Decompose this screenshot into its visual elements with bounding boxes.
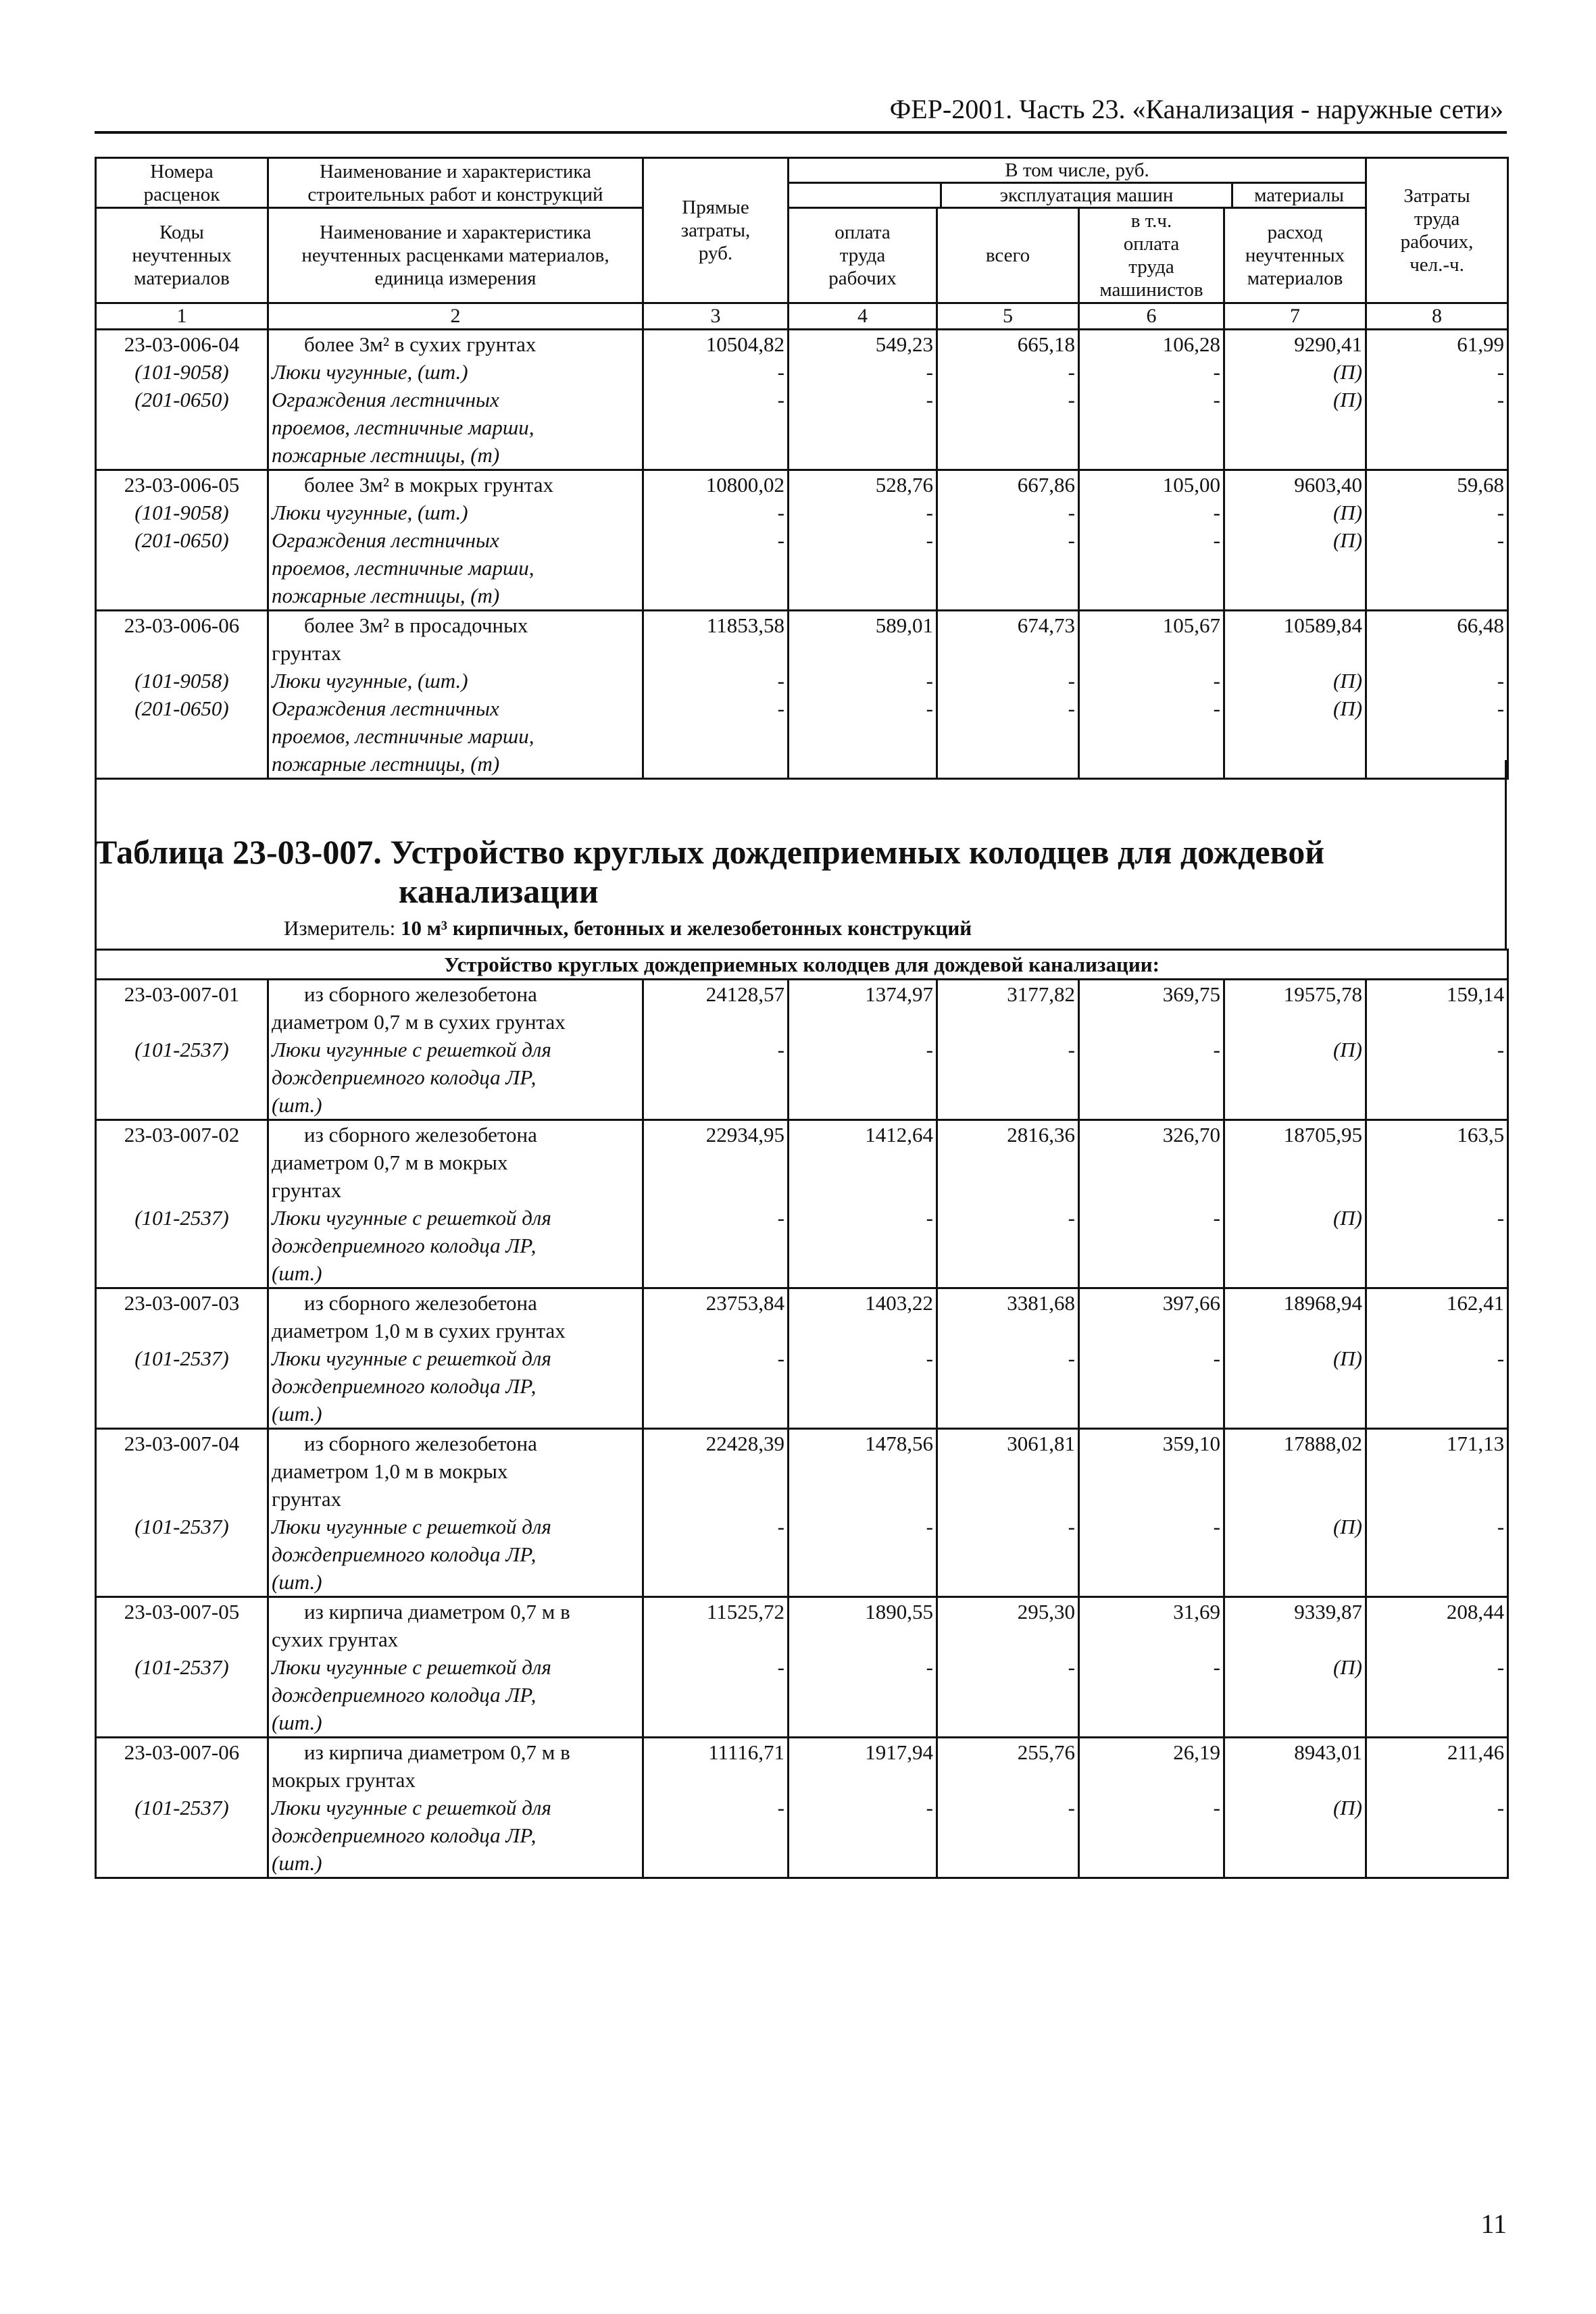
description-line: Люки чугунные, (шт.) [272,360,468,384]
rate-row [96,1288,1508,1345]
value-machines-total: 3381,68 [937,1288,1079,1345]
material-value: - [1366,386,1508,470]
material-value: - [643,386,789,470]
description-line: Люки чугунные с решеткой для [272,1038,551,1061]
description-line: Люки чугунные, (шт.) [272,669,468,693]
work-description [268,980,643,1036]
material-value: - [937,695,1079,779]
material-value: (П) [1224,695,1366,779]
material-value: - [789,1036,937,1120]
value-direct: 10800,02 [643,470,789,499]
material-value: (П) [1224,667,1366,695]
work-description [268,1204,643,1288]
material-value: - [1079,1653,1224,1738]
value-direct: 10504,82 [643,330,789,359]
material-value: - [1366,1794,1508,1878]
material-value: - [937,1036,1079,1120]
material-value: - [643,499,789,526]
material-value: - [789,499,937,526]
material-value: - [643,1344,789,1429]
work-description [268,1036,643,1120]
work-description [268,470,643,499]
material-value: - [789,667,937,695]
value-hours: 163,5 [1366,1120,1508,1205]
description-line: грунтах [272,1178,342,1202]
material-value: - [1366,1204,1508,1288]
material-value: - [1079,386,1224,470]
material-value: - [789,358,937,386]
rates-table-23-03-007 [95,949,1509,1879]
material-value: - [1079,667,1224,695]
description-line: из кирпича диаметром 0,7 м в [304,1600,570,1624]
material-value: - [643,1653,789,1738]
rate-code: 23-03-006-05 [96,470,268,499]
header-materials-group: материалы [1254,184,1344,206]
material-row [96,358,1508,386]
description-line: Ограждения лестничных [272,528,499,552]
description-line: пожарные лестницы, (т) [272,443,500,467]
value-machines-total: 3177,82 [937,980,1079,1036]
work-description [268,1738,643,1794]
value-machines-total: 665,18 [937,330,1079,359]
material-row [96,1204,1508,1288]
rates-table-23-03-006 [95,157,1509,780]
value-direct: 11116,71 [643,1738,789,1794]
work-description [268,1120,643,1205]
description-line: Люки чугунные с решеткой для [272,1655,551,1679]
description-line: более 3м² в просадочных [304,613,528,637]
value-hours: 159,14 [1366,980,1508,1036]
material-value: - [1079,358,1224,386]
column-number: 4 [789,303,937,330]
material-code: (101-9058) [96,667,268,695]
value-labor: 1890,55 [789,1597,937,1654]
value-materials: 17888,02 [1224,1429,1366,1513]
material-value: - [1079,695,1224,779]
table-title: Таблица 23-03-007. Устройство круглых дождеприемных колодцев для дождевой канализации [95,833,1325,910]
material-value: (П) [1224,1653,1366,1738]
material-value: - [1079,1036,1224,1120]
rate-code: 23-03-006-06 [96,611,268,668]
material-value: - [937,1794,1079,1878]
description-line: пожарные лестницы, (т) [272,584,500,607]
material-code: (101-2537) [96,1344,268,1429]
value-machines-total: 674,73 [937,611,1079,668]
material-value: - [1366,695,1508,779]
value-machinists: 326,70 [1079,1120,1224,1205]
work-description [268,1653,643,1738]
work-description [268,526,643,611]
work-description [268,499,643,526]
description-line: дождеприемного колодца ЛР, [272,1542,537,1566]
work-description [268,1794,643,1878]
material-value: (П) [1224,1036,1366,1120]
material-code: (101-2537) [96,1513,268,1597]
material-value: - [789,1513,937,1597]
material-value: - [643,695,789,779]
description-line: (шт.) [272,1851,322,1875]
material-value: - [937,1344,1079,1429]
material-value: - [1079,1794,1224,1878]
work-description [268,1429,643,1513]
description-line: грунтах [272,1487,342,1511]
rate-row [96,611,1508,668]
rate-code: 23-03-007-04 [96,1429,268,1513]
section-heading-row [96,950,1508,980]
material-value: - [937,1204,1079,1288]
work-description [268,695,643,779]
description-line: из сборного железобетона [304,1291,537,1315]
description-line: (шт.) [272,1402,322,1426]
work-description [268,330,643,359]
description-line: Люки чугунные с решеткой для [272,1515,551,1538]
rate-row [96,330,1508,359]
material-value: - [789,1204,937,1288]
value-direct: 24128,57 [643,980,789,1036]
material-code: (101-2537) [96,1794,268,1878]
material-value: - [937,499,1079,526]
material-value: - [643,526,789,611]
work-description [268,1513,643,1597]
column-number: 6 [1079,303,1224,330]
rate-code: 23-03-006-04 [96,330,268,359]
header-unaccounted-materials: расход неучтенных материалов [1224,208,1366,303]
column-number: 1 [96,303,268,330]
description-line: дождеприемного колодца ЛР, [272,1823,537,1847]
material-value: - [1366,1653,1508,1738]
material-code: (101-9058) [96,358,268,386]
description-line: диаметром 0,7 м в мокрых [272,1151,508,1174]
material-value: - [789,695,937,779]
value-materials: 10589,84 [1224,611,1366,668]
work-description [268,1344,643,1429]
header-machines-total: всего [937,208,1079,303]
header-direct-costs: Прямые затраты, руб. [643,158,789,303]
header-labor-pay: оплата труда рабочих [789,208,937,303]
material-value: - [1366,667,1508,695]
rates-body-23-03-007 [96,980,1508,1878]
description-line: мокрых грунтах [272,1768,416,1792]
work-description [268,386,643,470]
value-hours: 61,99 [1366,330,1508,359]
header-row-top [96,158,1508,208]
rates-body-23-03-006 [96,330,1508,779]
rate-row [96,1429,1508,1513]
value-hours: 171,13 [1366,1429,1508,1513]
material-value: (П) [1224,358,1366,386]
value-machinists: 369,75 [1079,980,1224,1036]
value-materials: 18968,94 [1224,1288,1366,1345]
material-code: (101-2537) [96,1653,268,1738]
column-number: 5 [937,303,1079,330]
material-value: - [789,526,937,611]
material-value: - [1366,1036,1508,1120]
rate-row [96,1738,1508,1794]
material-value: (П) [1224,1513,1366,1597]
material-value: - [937,386,1079,470]
description-line: грунтах [272,641,342,665]
value-materials: 8943,01 [1224,1738,1366,1794]
material-code: (201-0650) [96,386,268,470]
material-code: (101-9058) [96,499,268,526]
value-labor: 589,01 [789,611,937,668]
rate-code: 23-03-007-05 [96,1597,268,1654]
material-value: (П) [1224,1204,1366,1288]
description-line: диаметром 0,7 м в сухих грунтах [272,1010,566,1034]
value-hours: 211,46 [1366,1738,1508,1794]
column-number: 2 [268,303,643,330]
material-row [96,1513,1508,1597]
material-value: (П) [1224,1344,1366,1429]
column-number: 3 [643,303,789,330]
value-labor: 1412,64 [789,1120,937,1205]
value-labor: 1478,56 [789,1429,937,1513]
material-value: - [1366,499,1508,526]
header-rule [95,131,1507,134]
header-machinists-pay: в т.ч. оплата труда машинистов [1079,208,1224,303]
material-row [96,667,1508,695]
value-materials: 19575,78 [1224,980,1366,1036]
value-machinists: 359,10 [1079,1429,1224,1513]
rate-row [96,1120,1508,1205]
description-line: Люки чугунные с решеткой для [272,1796,551,1819]
value-labor: 1403,22 [789,1288,937,1345]
material-value: (П) [1224,1794,1366,1878]
material-value: - [643,667,789,695]
description-line: дождеприемного колодца ЛР, [272,1065,537,1089]
material-value: - [1079,526,1224,611]
material-row [96,1036,1508,1120]
value-hours: 66,48 [1366,611,1508,668]
material-row [96,1794,1508,1878]
column-number: 8 [1366,303,1508,330]
value-machines-total: 3061,81 [937,1429,1079,1513]
value-direct: 22934,95 [643,1120,789,1205]
material-value: - [643,358,789,386]
material-value: - [1366,526,1508,611]
material-value: - [1079,1513,1224,1597]
rate-code: 23-03-007-03 [96,1288,268,1345]
value-labor: 1374,97 [789,980,937,1036]
value-hours: 59,68 [1366,470,1508,499]
material-value: - [937,1513,1079,1597]
description-line: Люки чугунные с решеткой для [272,1347,551,1370]
description-line: Люки чугунные, (шт.) [272,501,468,524]
material-row [96,1344,1508,1429]
value-direct: 23753,84 [643,1288,789,1345]
value-direct: 11853,58 [643,611,789,668]
description-line: диаметром 1,0 м в мокрых [272,1459,508,1483]
description-line: дождеприемного колодца ЛР, [272,1374,537,1398]
value-machines-total: 295,30 [937,1597,1079,1654]
material-value: - [789,1344,937,1429]
material-value: - [937,526,1079,611]
description-line: дождеприемного колодца ЛР, [272,1683,537,1707]
work-description [268,611,643,668]
value-labor: 1917,94 [789,1738,937,1794]
header-including-group: В том числе, руб. эксплуатация машин материалы [789,158,1366,208]
description-line: более 3м² в сухих грунтах [304,332,537,356]
material-value: - [789,1794,937,1878]
description-line: из сборного железобетона [304,1123,537,1147]
material-value: - [1366,1344,1508,1429]
material-code: (201-0650) [96,526,268,611]
description-line: проемов, лестничные марши, [272,724,534,748]
description-line: более 3м² в мокрых грунтах [304,473,553,497]
value-direct: 22428,39 [643,1429,789,1513]
rate-code: 23-03-007-01 [96,980,268,1036]
material-value: - [643,1036,789,1120]
material-value: (П) [1224,499,1366,526]
value-machines-total: 2816,36 [937,1120,1079,1205]
value-materials: 18705,95 [1224,1120,1366,1205]
material-value: (П) [1224,386,1366,470]
rate-code: 23-03-007-02 [96,1120,268,1205]
material-value: - [643,1204,789,1288]
description-line: Ограждения лестничных [272,697,499,720]
description-line: проемов, лестничные марши, [272,556,534,580]
value-labor: 549,23 [789,330,937,359]
material-value: - [1079,499,1224,526]
work-description [268,667,643,695]
description-line: (шт.) [272,1261,322,1285]
value-materials: 9290,41 [1224,330,1366,359]
page-number: 11 [1480,2209,1507,2239]
description-line: Люки чугунные с решеткой для [272,1206,551,1230]
description-line: пожарные лестницы, (т) [272,752,500,776]
material-row [96,499,1508,526]
header-labor-hours: Затраты труда рабочих, чел.-ч. [1366,158,1508,303]
rate-row [96,470,1508,499]
value-labor: 528,76 [789,470,937,499]
value-machinists: 105,00 [1079,470,1224,499]
material-value: - [1366,1513,1508,1597]
material-row [96,386,1508,470]
material-value: - [937,667,1079,695]
header-machines-group: эксплуатация машин [942,184,1233,207]
header-material-codes: Коды неучтенных материалов [96,208,268,303]
value-materials: 9339,87 [1224,1597,1366,1654]
header-rate-number: Номера расценок [96,158,268,208]
material-value: - [643,1794,789,1878]
description-line: сухих грунтах [272,1628,399,1651]
description-line: проемов, лестничные марши, [272,416,534,439]
column-number-row [96,303,1508,330]
section-heading: Устройство круглых дождеприемных колодцев для дождевой канализации: [96,950,1508,980]
material-row [96,695,1508,779]
material-code: (101-2537) [96,1204,268,1288]
measurement-unit: Измеритель: 10 м³ кирпичных, бетонных и железобетонных конструкций [284,916,972,940]
material-value: - [1079,1344,1224,1429]
description-line: диаметром 1,0 м в сухих грунтах [272,1319,566,1342]
description-line: (шт.) [272,1711,322,1734]
material-value: - [643,1513,789,1597]
rate-row [96,980,1508,1036]
value-machines-total: 255,76 [937,1738,1079,1794]
description-line: (шт.) [272,1570,322,1594]
material-value: - [789,386,937,470]
material-code: (101-2537) [96,1036,268,1120]
description-line: из сборного железобетона [304,982,537,1006]
value-machines-total: 667,86 [937,470,1079,499]
value-machinists: 31,69 [1079,1597,1224,1654]
material-value: (П) [1224,526,1366,611]
header-row-bottom [96,208,1508,303]
work-description [268,1597,643,1654]
description-line: дождеприемного колодца ЛР, [272,1234,537,1257]
material-value: - [937,358,1079,386]
value-materials: 9603,40 [1224,470,1366,499]
value-machinists: 397,66 [1079,1288,1224,1345]
value-hours: 162,41 [1366,1288,1508,1345]
running-title: ФЕР-2001. Часть 23. «Канализация - наружные сети» [889,94,1503,124]
material-row [96,526,1508,611]
material-row [96,1653,1508,1738]
material-value: - [1366,358,1508,386]
description-line: из кирпича диаметром 0,7 м в [304,1740,570,1764]
value-machinists: 105,67 [1079,611,1224,668]
value-machinists: 106,28 [1079,330,1224,359]
column-number: 7 [1224,303,1366,330]
material-value: - [1079,1204,1224,1288]
work-description [268,358,643,386]
description-line: из сборного железобетона [304,1432,537,1455]
material-value: - [789,1653,937,1738]
description-line: (шт.) [272,1093,322,1117]
rate-row [96,1597,1508,1654]
header-work-name: Наименование и характеристика строительных работ и конструкций [268,158,643,208]
value-direct: 11525,72 [643,1597,789,1654]
material-code: (201-0650) [96,695,268,779]
header-material-names: Наименование и характеристика неучтенных расценками материалов, единица измерения [268,208,643,303]
description-line: Ограждения лестничных [272,388,499,411]
value-hours: 208,44 [1366,1597,1508,1654]
material-value: - [937,1653,1079,1738]
rate-code: 23-03-007-06 [96,1738,268,1794]
work-description [268,1288,643,1345]
value-machinists: 26,19 [1079,1738,1224,1794]
